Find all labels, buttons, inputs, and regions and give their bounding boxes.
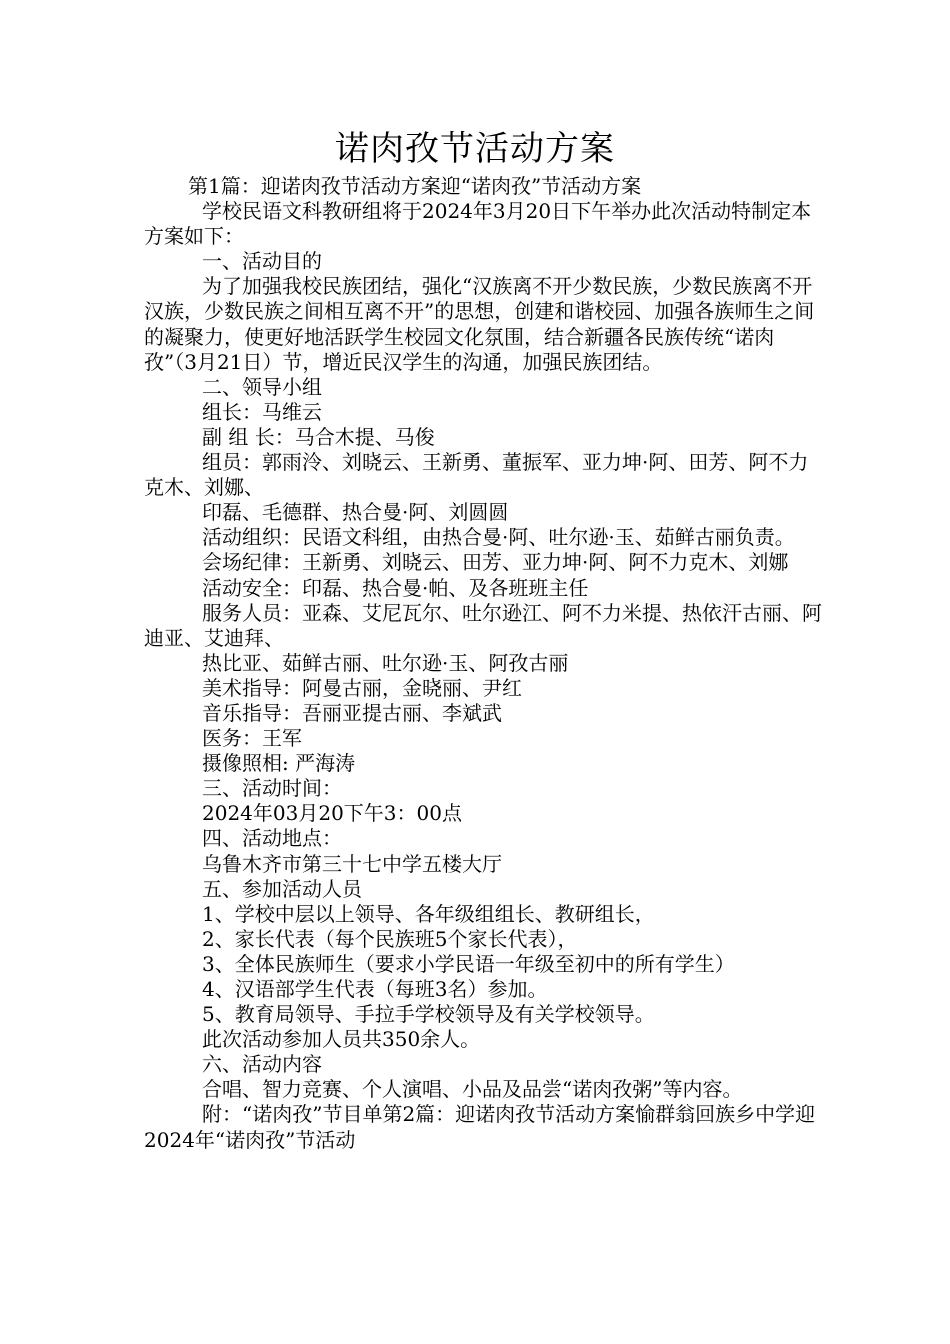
participant-item-3: 3、全体民族师生（要求小学民语一年级至初中的所有学生） <box>202 951 735 976</box>
participant-total-line: 此次活动参加人员共350余人。 <box>202 1027 481 1052</box>
paragraph-purpose: 为了加强我校民族团结，强化“汉族离不开少数民族，少数民族离不开汉族，少数民族之间相互离不开”的思想，创建和谐校园、加强各族师生之间的凝聚力，使更好地活跃学生校园文化氛围，结合新疆各民族传统“诺肉孜”（3月21日）节，增近民汉学生的沟通，加强民族团结。 <box>144 274 815 374</box>
section-heading-location: 四、活动地点： <box>202 826 342 851</box>
paragraph-intro: 学校民语文科教研组将于2024年3月20日下午举办此次活动特制定本方案如下： <box>144 199 812 249</box>
content-line: 合唱、智力竞赛、个人演唱、小品及品尝“诺肉孜粥”等内容。 <box>202 1077 743 1102</box>
members-line-continued: 印磊、毛德群、热合曼·阿、刘圆圆 <box>202 500 509 525</box>
members-line: 组员：郭雨泠、刘晓云、王新勇、董振军、亚力坤·阿、田芳、阿不力克木、刘娜、 <box>144 450 809 500</box>
appendix-line: 附：“诺肉孜”节目单第2篇：迎诺肉孜节活动方案愉群翁回族乡中学迎2024年“诺肉孜”节活动 <box>144 1102 816 1152</box>
deputy-leader-line: 副 组 长：马合木提、马俊 <box>202 424 435 449</box>
safety-line: 活动安全：印磊、热合曼·帕、及各班班主任 <box>202 575 589 600</box>
leader-line: 组长：马维云 <box>202 399 322 424</box>
document-body <box>144 174 824 1153</box>
organization-line: 活动组织：民语文科组，由热合曼·阿、吐尔逊·玉、茹鲜古丽负责。 <box>202 525 795 550</box>
section-heading-participants: 五、参加活动人员 <box>202 876 362 901</box>
discipline-line: 会场纪律：王新勇、刘晓云、田芳、亚力坤·阿、阿不力克木、刘娜 <box>202 550 789 575</box>
section-heading-content: 六、活动内容 <box>202 1052 322 1077</box>
section-heading-leadership: 二、领导小组 <box>202 374 322 399</box>
music-guidance-line: 音乐指导：吾丽亚提古丽、李斌武 <box>202 700 502 725</box>
time-line: 2024年03月20下午3：00点 <box>202 801 462 826</box>
participant-item-5: 5、教育局领导、手拉手学校领导及有关学校领导。 <box>202 1002 655 1027</box>
service-staff-line-continued: 热比亚、茹鲜古丽、吐尔逊·玉、阿孜古丽 <box>202 650 569 675</box>
photography-line: 摄像照相: 严海涛 <box>202 751 356 776</box>
participant-item-1: 1、学校中层以上领导、各年级组组长、教研组长， <box>202 901 655 926</box>
location-line: 乌鲁木齐市第三十七中学五楼大厅 <box>202 851 502 876</box>
participant-item-4: 4、汉语部学生代表（每班3名）参加。 <box>202 977 548 1001</box>
participant-item-2: 2、家长代表（每个民族班5个家长代表）， <box>202 926 578 951</box>
article-heading: 第1篇：迎诺肉孜节活动方案迎“诺肉孜”节活动方案 <box>188 174 642 198</box>
section-heading-purpose: 一、活动目的 <box>202 249 322 274</box>
document-title: 诺肉孜节活动方案 <box>335 129 615 169</box>
service-staff-line: 服务人员：亚森、艾尼瓦尔、吐尔逊江、阿不力米提、热依汗古丽、阿迪亚、艾迪拜、 <box>144 600 822 650</box>
art-guidance-line: 美术指导：阿曼古丽，金晓丽、尹红 <box>202 675 522 700</box>
medical-line: 医务：王军 <box>202 726 302 751</box>
section-heading-time: 三、活动时间： <box>202 776 342 801</box>
